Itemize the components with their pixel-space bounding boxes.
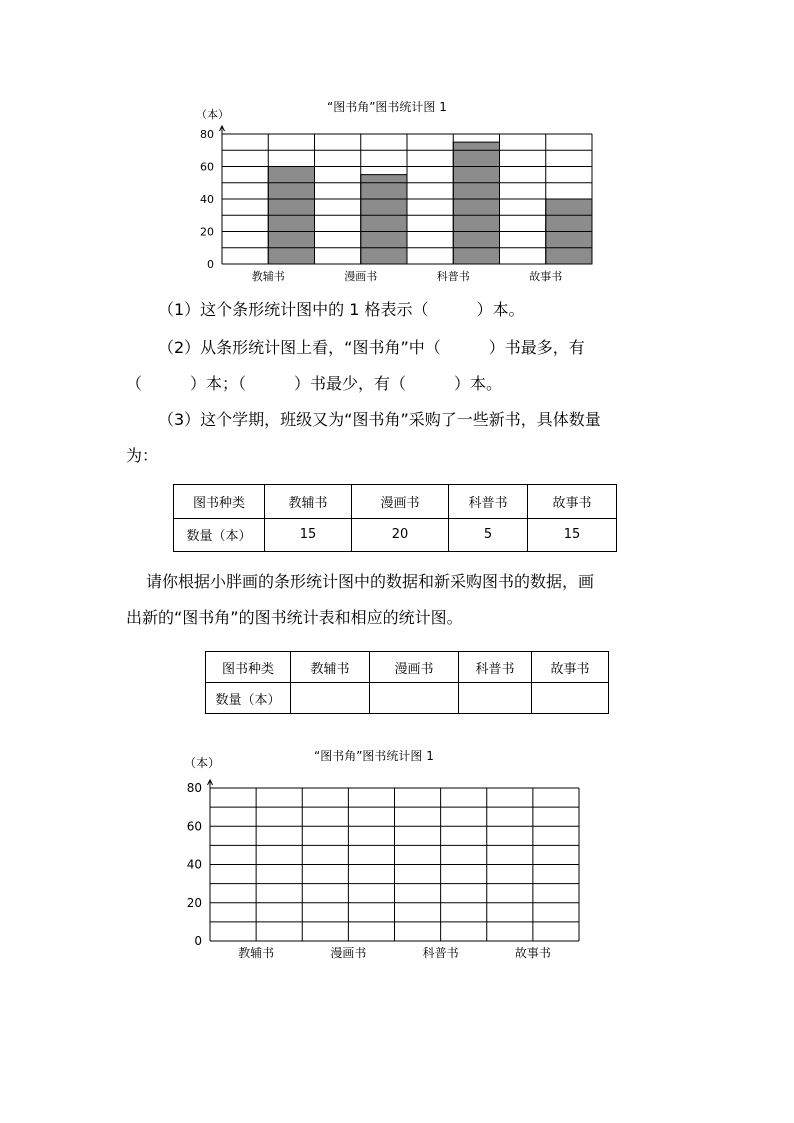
question-2-line-2: （ ）本；（ ）书最少，有（ ）本。 — [126, 374, 503, 393]
table1-cell: 20 — [352, 518, 449, 552]
x-category-label: 故事书 — [529, 270, 563, 283]
table1-header-category: 图书种类 — [174, 485, 265, 519]
y-tick-label: 60 — [186, 819, 202, 834]
chart2[interactable] — [170, 772, 610, 968]
question-2-line-1: （2）从条形统计图上看，“图书角”中（ ）书最多，有 — [158, 338, 585, 357]
table2-header-col4: 故事书 — [532, 652, 609, 683]
instruction-line-2: 出新的“图书角”的图书统计表和相应的统计图。 — [126, 608, 463, 627]
table1-header-col3: 科普书 — [449, 485, 528, 519]
x-category-label: 教辅书 — [238, 946, 275, 960]
bar — [453, 142, 499, 264]
table2-row-label: 数量（本） — [206, 683, 291, 714]
table2-input-cell[interactable] — [459, 683, 532, 714]
table1-header-col4: 故事书 — [528, 485, 617, 519]
chart1-title: “图书角”图书统计图 1 — [327, 100, 447, 114]
table2-input-cell[interactable] — [291, 683, 370, 714]
x-category-label: 教辅书 — [251, 270, 285, 283]
instruction-line-1: 请你根据小胖画的条形统计图中的数据和新采购图书的数据，画 — [146, 572, 595, 591]
y-tick-label: 0 — [207, 258, 214, 271]
y-tick-label: 20 — [200, 225, 214, 239]
table1-header-col2: 漫画书 — [352, 485, 449, 519]
chart1-unit-label: （本） — [196, 108, 229, 121]
x-category-label: 科普书 — [422, 946, 459, 960]
table2-input-cell[interactable] — [370, 683, 459, 714]
y-tick-label: 80 — [186, 781, 202, 795]
table2-header-col2: 漫画书 — [370, 652, 459, 683]
y-tick-label: 80 — [200, 128, 214, 141]
question-3-line-1: （3）这个学期，班级又为“图书角”采购了一些新书，具体数量 — [158, 410, 601, 429]
new-stats-table — [205, 651, 609, 714]
table2-header-category: 图书种类 — [206, 652, 291, 683]
table1-cell: 15 — [265, 518, 352, 552]
y-tick-label: 40 — [200, 193, 214, 206]
y-tick-label: 20 — [186, 895, 202, 910]
x-category-label: 漫画书 — [344, 270, 378, 283]
x-category-label: 故事书 — [514, 946, 551, 960]
chart2-unit-label: （本） — [184, 756, 221, 770]
chart2-title: “图书角”图书统计图 1 — [314, 749, 434, 763]
table1-cell: 5 — [449, 518, 528, 552]
x-category-label: 科普书 — [436, 270, 470, 283]
table1-header-col1: 教辅书 — [265, 485, 352, 519]
y-tick-label: 60 — [200, 160, 214, 174]
chart1 — [180, 118, 620, 286]
purchase-table — [173, 484, 617, 552]
table2-header-col1: 教辅书 — [291, 652, 370, 683]
y-tick-label: 40 — [186, 857, 202, 872]
table2-input-cell[interactable] — [532, 683, 609, 714]
table1-row-label: 数量（本） — [174, 518, 265, 552]
table2-header-col3: 科普书 — [459, 652, 532, 683]
x-category-label: 漫画书 — [330, 946, 367, 960]
y-tick-label: 0 — [194, 934, 202, 948]
table1-cell: 15 — [528, 518, 617, 552]
question-1: （1）这个条形统计图中的 1 格表示（ ）本。 — [158, 300, 525, 319]
question-3-line-2: 为： — [126, 446, 159, 465]
bar — [361, 175, 407, 264]
